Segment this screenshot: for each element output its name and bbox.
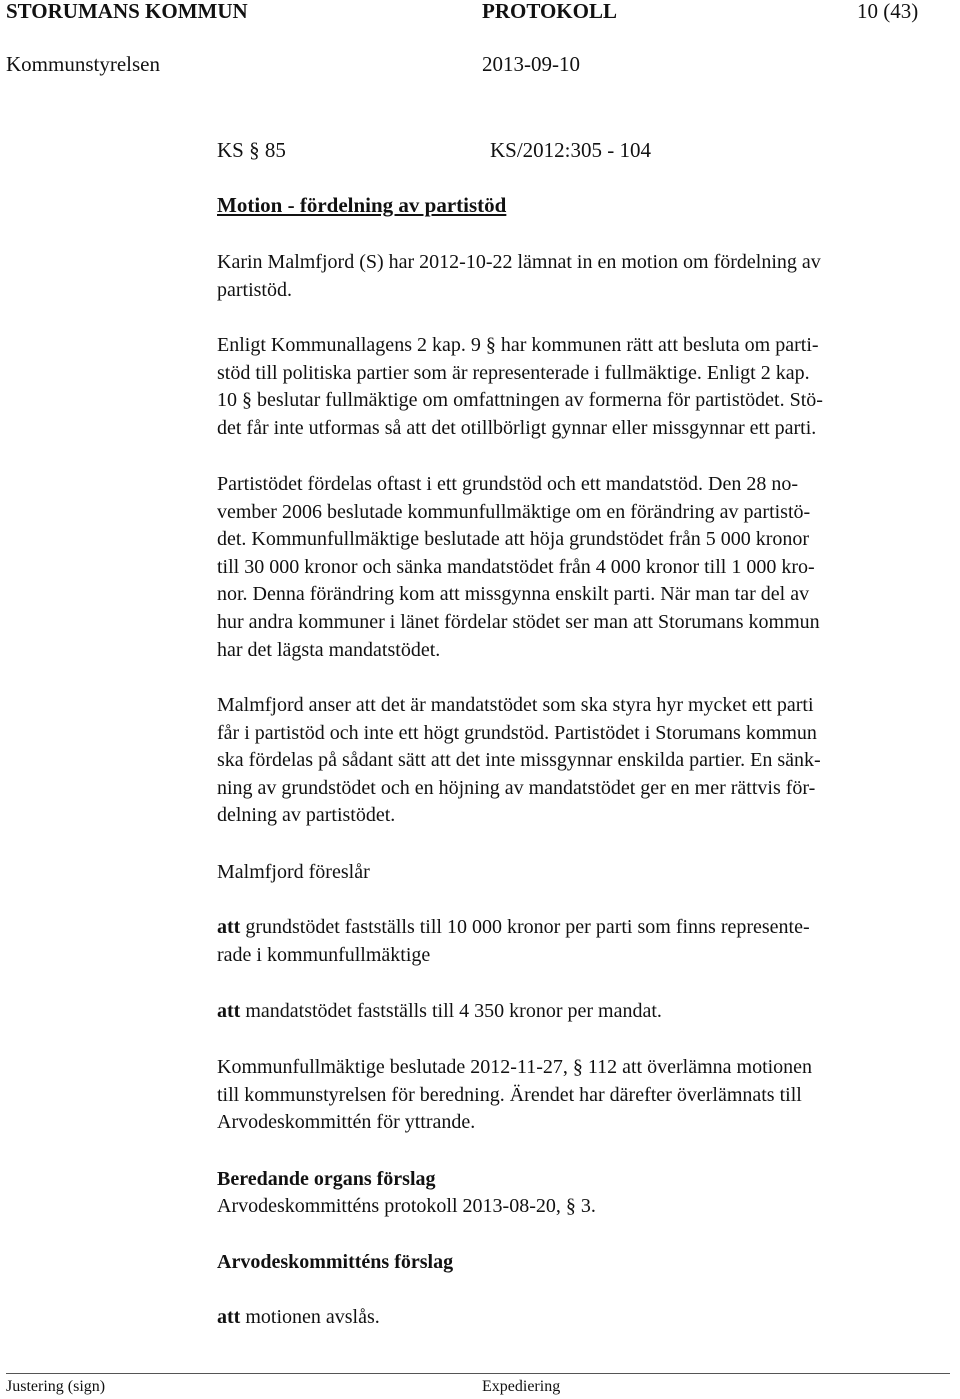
beredande-heading: Beredande organs förslag — [217, 1168, 436, 1190]
att-label: att — [217, 916, 241, 938]
footer-justering: Justering (sign) — [6, 1378, 106, 1395]
footer-expediering: Expediering — [482, 1378, 561, 1395]
arvodes-heading: Arvodeskommitténs förslag — [217, 1251, 454, 1273]
att-label: att — [217, 1000, 241, 1022]
committee-name: Kommunstyrelsen — [6, 52, 160, 76]
document-type: PROTOKOLL — [482, 0, 617, 23]
section-number: KS § 85 — [217, 138, 286, 162]
arvodes-decision: att motionen avslås. — [217, 1306, 380, 1328]
paragraph-kommunfullmaktige: Kommunfullmäktige beslutade 2012-11-27, § 112 att överlämna motionen till kommunstyrelsen för beredning. Ärendet har därefter överlämnats till Arvodeskommittén för yttrande. — [217, 1056, 813, 1134]
section-title: Motion - fördelning av partistöd — [217, 193, 507, 217]
paragraph-malmfjord-foreslar: Malmfjord föreslår — [217, 861, 370, 883]
att-label: att — [217, 1306, 241, 1328]
footer-divider — [6, 1373, 950, 1374]
beredande-text: Arvodeskommitténs protokoll 2013-08-20, § 3. — [217, 1195, 596, 1217]
case-number: KS/2012:305 - 104 — [490, 138, 652, 162]
page-number: 10 (43) — [857, 0, 919, 23]
paragraph-partistod: Partistödet fördelas oftast i ett grundstöd och ett mandatstöd. Den 28 no- vember 2006 beslutade kommunfullmäktige om en förändring av partistö- det. Kommunfullmäktige beslutade att höja grundstödet från 5 000 kronor till 30 000 kronor och sänka mandatstödet från 4 000 kronor till 1 000 kro- nor. Denna förändring kom att missgynna enskilt parti. När man tar del av hur andra kommuner i länet fördelar stödet ser man att Storumans kommun har det lägsta mandatstödet. — [217, 473, 820, 661]
paragraph-malmfjord-anser: Malmfjord anser att det är mandatstödet som ska styra hyr mycket ett parti får i partistöd och inte ett högt grundstöd. Partistödet i Storumans kommun ska fördelas på sådant sätt att det inte missgynnar enskilda partier. En sänk- ning av grundstödet och en höjning av mandatstödet ger en mer rättvis för- delning av partistödet. — [217, 694, 821, 827]
proposal-item-2: att mandatstödet fastställs till 4 350 kronor per mandat. — [217, 1000, 662, 1022]
paragraph-kommunallagen: Enligt Kommunallagens 2 kap. 9 § har kommunen rätt att besluta om parti- stöd till politiska partier som är representerade i fullmäktige. Enligt 2 kap. 10 § beslutar fullmäktige om omfattningen av formerna för partistödet. Stö- det får inte utformas så att det otillbörligt gynnar eller missgynnar ett parti. — [217, 334, 823, 439]
proposal-item-1: att grundstödet fastställs till 10 000 kronor per parti som finns represente- rade i kommunfullmäktige — [217, 916, 810, 966]
paragraph-intro: Karin Malmfjord (S) har 2012-10-22 lämnat in en motion om fördelning av partistöd. — [217, 251, 821, 301]
meeting-date: 2013-09-10 — [482, 52, 580, 76]
municipality-name: STORUMANS KOMMUN — [6, 0, 248, 23]
